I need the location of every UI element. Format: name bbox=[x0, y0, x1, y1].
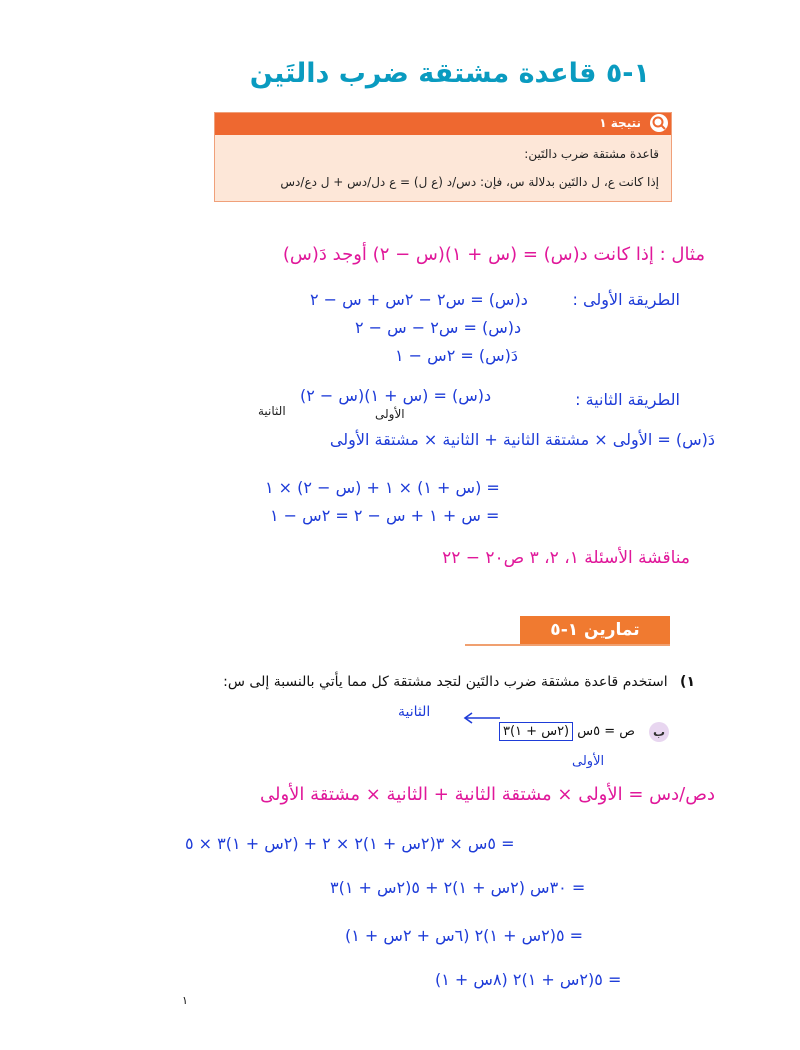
page-title: ١-٥ قاعدة مشتقة ضرب دالتَين bbox=[249, 58, 650, 89]
solution-line3: = ٣٠س (٢س + ١)٢ + ٥(٢س + ١)٣ bbox=[330, 878, 586, 897]
item-b-equation bbox=[499, 724, 635, 739]
solution-line5: = ٥(٢س + ١)٢ (٨س + ١) bbox=[435, 970, 622, 989]
method1-label: الطريقة الأولى : bbox=[572, 290, 680, 309]
result-statement: قاعدة مشتقة ضرب دالتَين: bbox=[524, 147, 659, 161]
method1-line2: د(س) = س٢ − س − ٢ bbox=[355, 318, 522, 337]
result-label: نتيجة ١ bbox=[599, 116, 641, 130]
first-tag: الأولى bbox=[572, 754, 605, 769]
result-header bbox=[215, 113, 671, 135]
page-number: ١ bbox=[182, 994, 188, 1007]
arrow-icon bbox=[462, 712, 502, 724]
method1-line1: د(س) = س٢ − ٢س + س − ٢ bbox=[310, 290, 528, 309]
method2-label: الطريقة الثانية : bbox=[575, 390, 680, 409]
result-box bbox=[214, 112, 672, 202]
exercises-label: تمارين ١-٥ bbox=[520, 616, 670, 644]
solution-line2: = ٥س × ٣(٢س + ١)٢ × ٢ + (٢س + ١)٣ × ٥ bbox=[185, 834, 515, 853]
item-b-marker: ب bbox=[649, 722, 669, 742]
magnifier-icon bbox=[650, 114, 668, 132]
second-tag: الثانية bbox=[398, 704, 431, 720]
question-1 bbox=[223, 674, 695, 690]
method2-second-tag: الثانية bbox=[258, 404, 286, 418]
question-number: ١) bbox=[680, 674, 695, 690]
example-heading: مثال : إذا كانت د(س) = (س + ١)(س − ٢) أوجد دَ(س) bbox=[282, 244, 705, 265]
question-text: استخدم قاعدة مشتقة ضرب دالتَين لتجد مشتقة كل مما يأتي بالنسبة إلى س: bbox=[223, 674, 668, 690]
solution-line1: دص/دس = الأولى × مشتقة الثانية + الثانية × مشتقة الأولى bbox=[259, 784, 715, 805]
method2-first-tag: الأولى bbox=[375, 407, 405, 421]
item-b-boxed: (٢س + ١)٣ bbox=[499, 722, 573, 741]
method2-line1: د(س) = (س + ١)(س − ٢) bbox=[300, 386, 492, 405]
method2-line3: = س + ١ + س − ٢ = ٢س − ١ bbox=[270, 506, 500, 525]
method2-rule: دَ(س) = الأولى × مشتقة الثانية + الثانية × مشتقة الأولى bbox=[329, 430, 715, 449]
result-formula: إذا كانت ع، ل دالتَين بدلالة س، فإن: دس/د (ع ل) = ع دل/دس + ل دع/دس bbox=[280, 175, 659, 189]
method2-line2: = (س + ١) × ١ + (س − ٢) × ١ bbox=[265, 478, 500, 497]
exercises-header bbox=[465, 614, 670, 646]
item-b-lhs: ص = ٥س bbox=[577, 724, 635, 739]
discussion-note: مناقشة الأسئلة ١، ٢، ٣ ص٢٠ − ٢٢ bbox=[442, 548, 690, 568]
solution-line4: = ٥(٢س + ١)٢ (٦س + ٢س + ١) bbox=[345, 926, 584, 945]
method1-line3: دَ(س) = ٢س − ١ bbox=[395, 346, 519, 365]
exercises-underline bbox=[465, 644, 670, 646]
